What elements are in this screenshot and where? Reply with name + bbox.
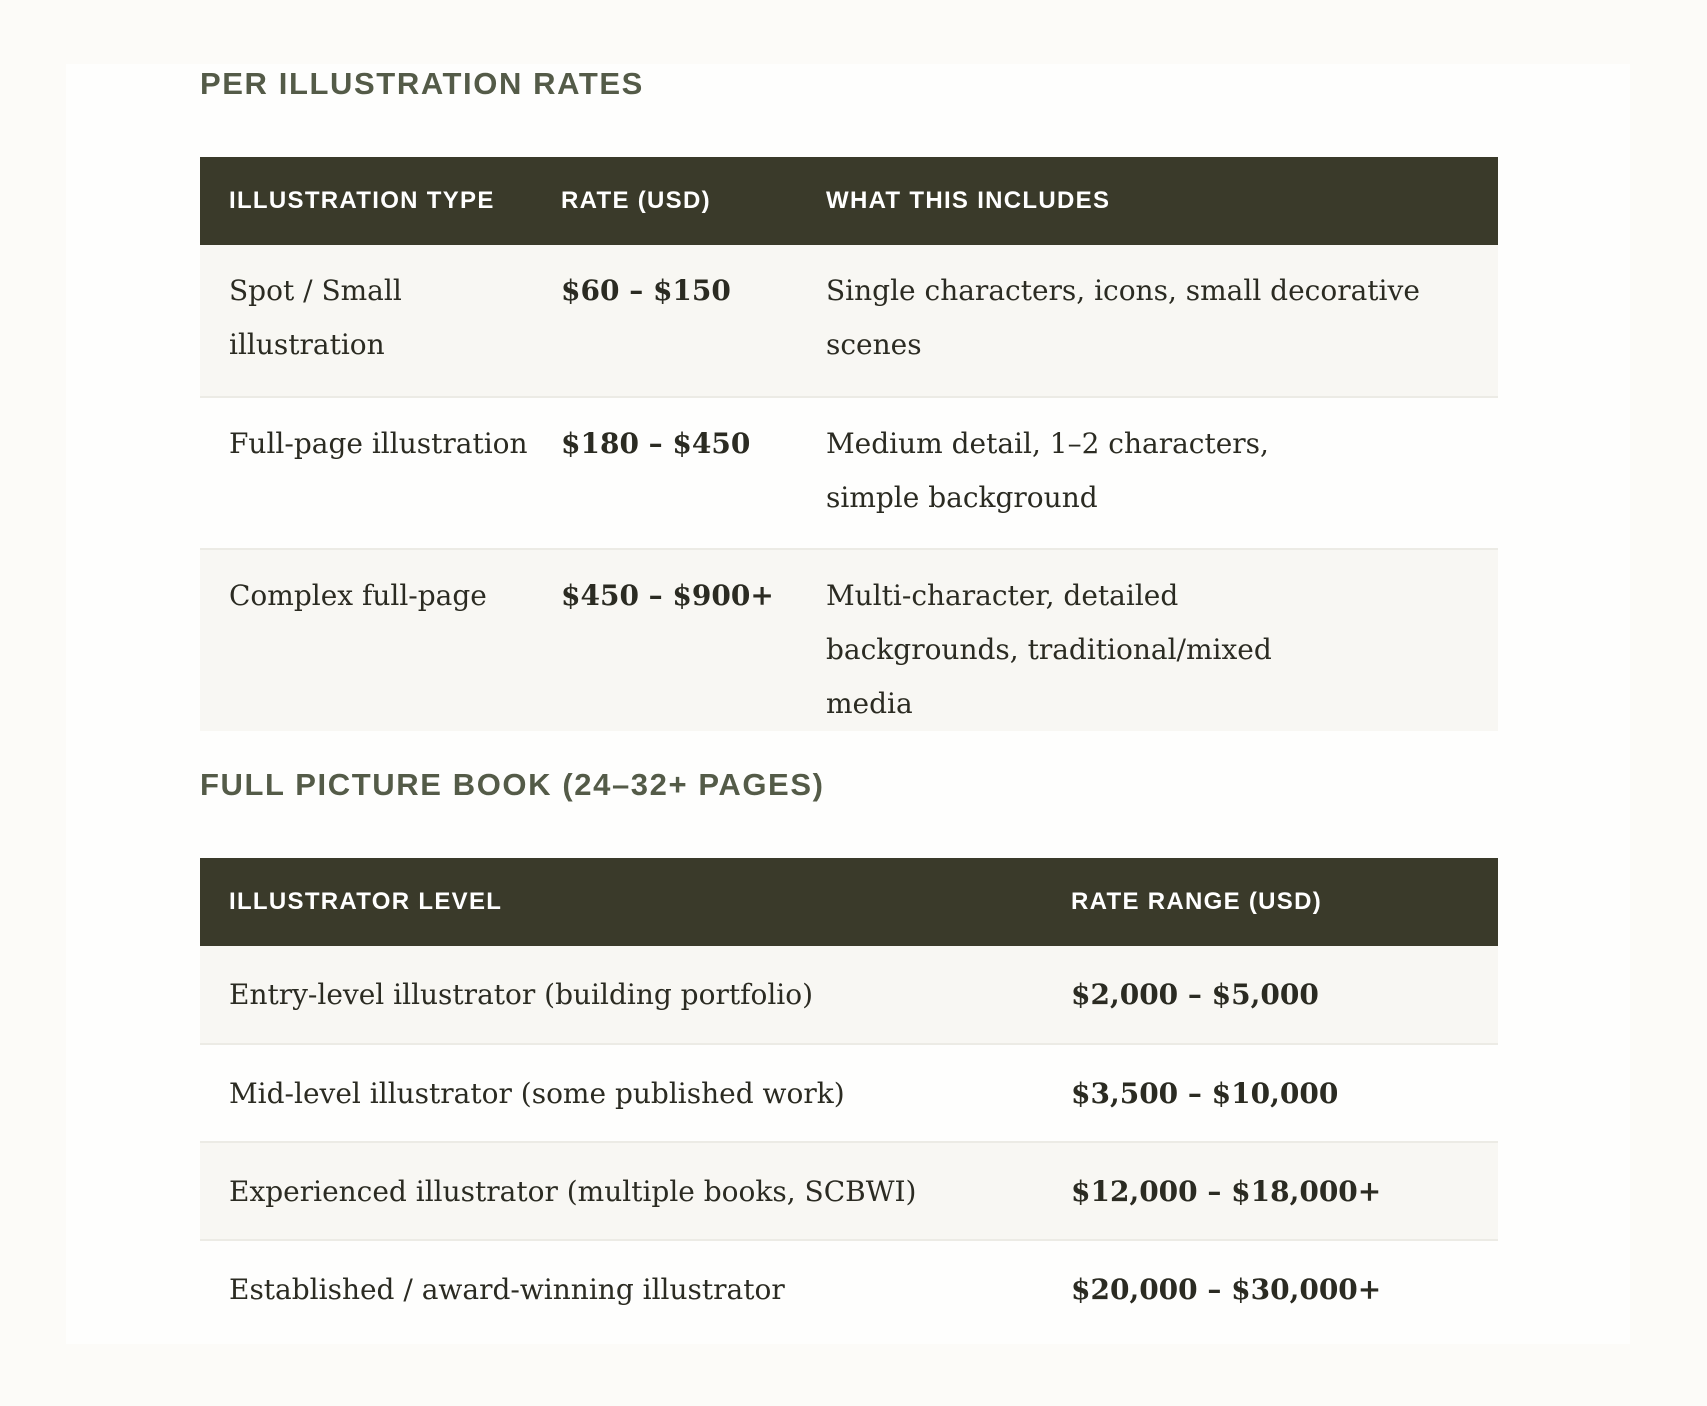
illustrator-level-cell: Mid-level illustrator (some published work) <box>229 1077 845 1110</box>
table-row <box>200 1044 1498 1142</box>
rate-cell: $450 – $900+ <box>561 579 774 612</box>
illustrator-level-cell: Experienced illustrator (multiple books, SCBWI) <box>229 1175 917 1208</box>
column-header-includes: WHAT THIS INCLUDES <box>826 187 1111 214</box>
full-picture-book-heading: FULL PICTURE BOOK (24–32+ PAGES) <box>200 767 825 802</box>
rate-range-cell: $20,000 – $30,000+ <box>1071 1273 1382 1306</box>
table-row <box>200 245 1498 397</box>
includes-cell: Medium detail, 1–2 characters, simple background <box>826 427 1269 514</box>
illustration-type-cell: Full-page illustration <box>229 427 528 460</box>
table-row <box>200 397 1498 549</box>
table-header-row <box>200 858 1498 946</box>
illustrator-level-cell: Entry-level illustrator (building portfolio) <box>229 978 814 1011</box>
illustration-type-cell: Spot / Small illustration <box>229 274 402 361</box>
table-row <box>200 946 1498 1044</box>
illustrator-level-cell: Established / award-winning illustrator <box>229 1273 785 1306</box>
table-row <box>200 549 1498 731</box>
table-row <box>200 1142 1498 1240</box>
column-header-illustrator-level: ILLUSTRATOR LEVEL <box>229 888 503 915</box>
includes-cell: Multi-character, detailed backgrounds, traditional/mixed media <box>826 579 1272 720</box>
rate-cell: $60 – $150 <box>561 274 731 307</box>
rate-range-cell: $3,500 – $10,000 <box>1071 1077 1339 1110</box>
column-header-rate: RATE (USD) <box>561 187 711 214</box>
includes-cell: Single characters, icons, small decorative scenes <box>826 274 1420 361</box>
per-illustration-rates-table <box>200 157 1498 731</box>
table-header-row <box>200 157 1498 245</box>
picture-book-rates-table <box>200 858 1498 1338</box>
column-header-rate-range: RATE RANGE (USD) <box>1071 888 1323 915</box>
rate-range-cell: $2,000 – $5,000 <box>1071 978 1319 1011</box>
rate-range-cell: $12,000 – $18,000+ <box>1071 1175 1382 1208</box>
table-row <box>200 1240 1498 1338</box>
column-header-illustration-type: ILLUSTRATION TYPE <box>229 187 495 214</box>
rate-cell: $180 – $450 <box>561 427 751 460</box>
per-illustration-rates-heading: PER ILLUSTRATION RATES <box>200 66 644 101</box>
illustration-type-cell: Complex full-page <box>229 579 487 612</box>
